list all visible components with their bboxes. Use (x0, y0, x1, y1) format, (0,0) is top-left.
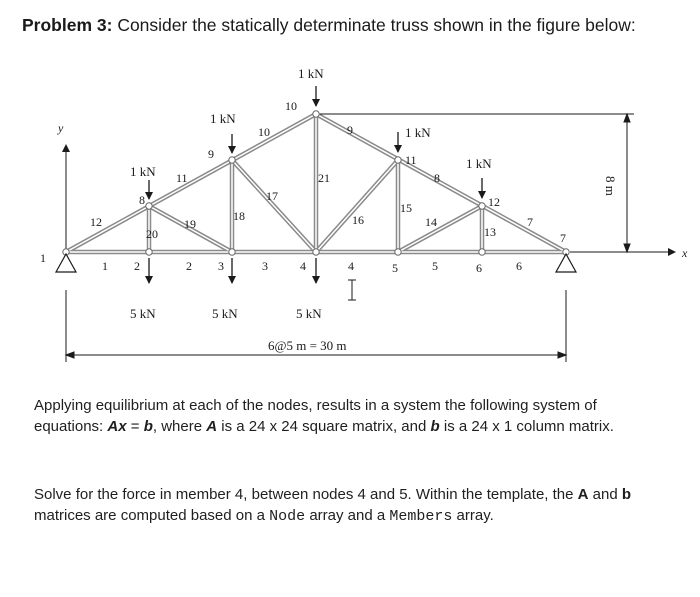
joint-8 (146, 203, 152, 209)
joint-12 (479, 203, 485, 209)
problem-statement: Consider the statically determinate truss shown in the figure below: (112, 15, 636, 35)
task-paragraph (34, 484, 654, 527)
matrix-symbol: A (577, 486, 589, 503)
matrix-symbol: b (430, 418, 440, 435)
member-label: 19 (184, 217, 196, 231)
centerline-marker (348, 280, 356, 300)
node-label: 5 (392, 261, 398, 275)
load-label-node9: 1 kN (210, 111, 236, 126)
matrix-symbol: b (621, 486, 632, 503)
node-label: 1 (40, 251, 46, 265)
member-label: 12 (90, 215, 102, 229)
joint-9 (229, 157, 235, 163)
load-label-node11: 1 kN (405, 125, 431, 140)
span-dimension-label: 6@5 m = 30 m (268, 338, 347, 353)
text-run: array. (452, 507, 494, 524)
member-label: 9 (347, 123, 353, 137)
problem-label: Problem 3: (22, 15, 113, 35)
node-label: 9 (208, 147, 214, 161)
text-run: is a 24 x 1 column matrix. (439, 418, 614, 435)
node-label: 4 (300, 259, 306, 273)
roller-support-right (556, 254, 576, 272)
node-label: 6 (476, 261, 482, 275)
member-label: 5 (432, 259, 438, 273)
node-labels (40, 99, 566, 275)
member-label: 13 (484, 225, 496, 239)
text-run: = (126, 418, 144, 435)
load-label-node2: 5 kN (130, 306, 156, 321)
joint-10 (313, 111, 319, 117)
node-label: 10 (285, 99, 297, 113)
joint-2 (146, 249, 152, 255)
member-label: 18 (233, 209, 245, 223)
matrix-symbol: Ax (107, 418, 127, 435)
code-token: Members (389, 508, 453, 525)
member-label: 1 (102, 259, 108, 273)
node-label: 3 (218, 259, 224, 273)
y-axis (57, 121, 66, 255)
load-label-node8: 1 kN (130, 164, 156, 179)
equilibrium-paragraph (34, 395, 654, 437)
y-axis-label: y (58, 121, 64, 135)
member-label: 21 (318, 171, 330, 185)
member-label: 8 (434, 171, 440, 185)
joint-5 (395, 249, 401, 255)
member-label: 6 (516, 259, 522, 273)
member-label: 11 (176, 171, 188, 185)
member-label: 17 (266, 189, 278, 203)
problem-title (22, 14, 692, 36)
member-label: 3 (262, 259, 268, 273)
load-label-node3: 5 kN (212, 306, 238, 321)
member-label: 10 (258, 125, 270, 139)
node-label: 7 (560, 231, 566, 245)
joint-3 (229, 249, 235, 255)
member-label: 16 (352, 213, 364, 227)
matrix-symbol: A (206, 418, 218, 435)
text-run: and (588, 486, 622, 503)
x-axis (590, 246, 688, 260)
x-axis-label: x (682, 246, 688, 260)
joint-4 (313, 249, 319, 255)
matrix-symbol: b (143, 418, 153, 435)
load-label-node10: 1 kN (298, 66, 324, 81)
height-dimension-label: 8 m (603, 176, 618, 196)
text-run: is a 24 x 24 square matrix, and (217, 418, 431, 435)
load-label-node12: 1 kN (466, 156, 492, 171)
joint-11 (395, 157, 401, 163)
member-label: 4 (348, 259, 354, 273)
node-label: 12 (488, 195, 500, 209)
member-label: 2 (186, 259, 192, 273)
height-dimension (320, 114, 634, 252)
member-label: 15 (400, 201, 412, 215)
text-run: Applying equilibrium at each of the nodes, results in a system the following system of equations: (34, 397, 597, 435)
truss-figure (0, 55, 700, 370)
node-label: 8 (139, 193, 145, 207)
text-run: Solve for the force in member 4, between nodes 4 and 5. Within the template, the (34, 486, 578, 503)
member-label: 20 (146, 227, 158, 241)
text-run: , where (152, 418, 207, 435)
load-label-node4: 5 kN (296, 306, 322, 321)
text-run: matrices are computed based on a (34, 507, 270, 524)
code-token: Node (269, 508, 306, 525)
node-label: 11 (405, 153, 417, 167)
member-label: 14 (425, 215, 437, 229)
node-label: 2 (134, 259, 140, 273)
pin-support-left (56, 254, 76, 272)
member-label: 7 (527, 215, 533, 229)
text-run: array and a (305, 507, 390, 524)
joint-6 (479, 249, 485, 255)
